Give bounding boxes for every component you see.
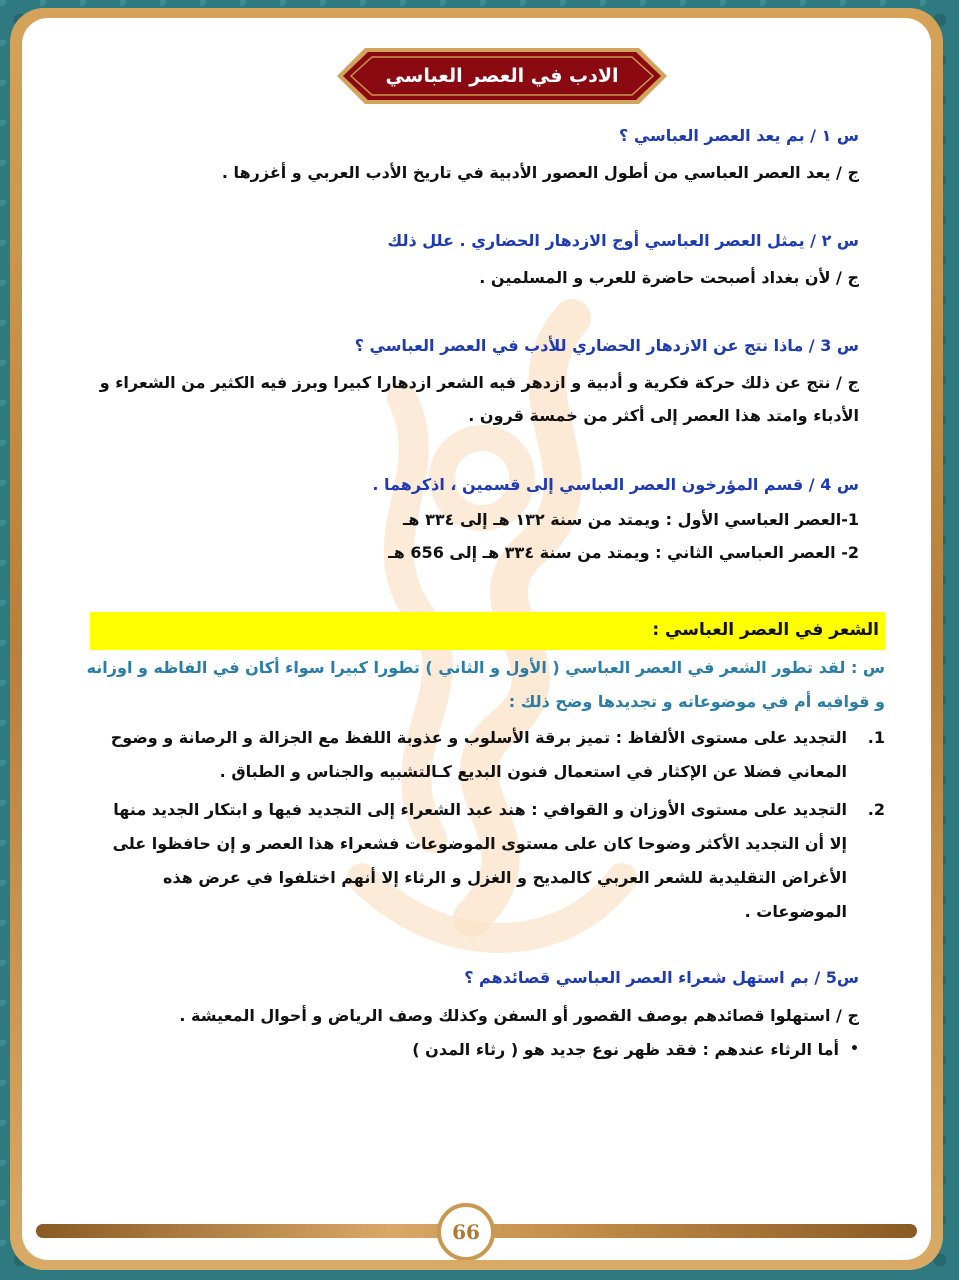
poetry-question-line-1: س : لقد تطور الشعر في العصر العباسي ( الأول و الثاني ) تطورا كبيرا سواء أكان في الفاظه و اوزانه: [86, 658, 885, 677]
question-2: س ٢ / يمثل العصر العباسي أوج الازدهار الحضاري . علل ذلك: [387, 231, 859, 250]
section-heading-highlight: [90, 612, 885, 650]
page-number-badge: [437, 1203, 495, 1260]
answer-2: ج / لأن بغداد أصبحت حاضرة للعرب و المسلمين .: [479, 268, 859, 287]
section-heading: الشعر في العصر العباسي :: [652, 620, 879, 640]
bullet-icon: •: [850, 1041, 859, 1057]
list-item-1-continued: المعاني فضلا عن الإكثار في استعمال فنون البديع كـالتشبيه والجناس و الطباق .: [219, 762, 847, 781]
answer-1: ج / يعد العصر العباسي من أطول العصور الأدبية في تاريخ الأدب العربي و أغزرها .: [221, 163, 859, 182]
bullet-text: أما الرثاء عندهم : فقد ظهر نوع جديد هو ( رثاء المدن ): [412, 1040, 839, 1059]
answer-4-line-2: 2- العصر العباسي الثاني : ويمتد من سنة ٣٣٤ هـ إلى 656 هـ: [388, 543, 859, 562]
list-item-2-line-3: الأغراض التقليدية للشعر العربي كالمديح و الغزل و الرثاء إلا أنهم اختلفوا في عرض هذه: [163, 868, 847, 887]
list-number: 1.: [867, 728, 885, 747]
page: [22, 18, 931, 1260]
list-item-text: التجديد على مستوى الألفاظ : تميز برقة الأسلوب و عذوبة اللفظ مع الجزالة و الرصانة و وضوح: [110, 728, 847, 747]
question-5: س5 / بم استهل شعراء العصر العباسي قصائدهم ؟: [464, 968, 859, 987]
poetry-question-line-2: و قوافيه أم في موضوعاته و تجديدها وضح ذلك :: [508, 692, 885, 711]
answer-3-line-1: ج / نتج عن ذلك حركة فكرية و أدبية و ازدهر فيه الشعر ازدهارا كبيرا وبرز فيه الكثير من الشعراء و: [99, 373, 859, 392]
list-item-2-line-2: إلا أن التجديد الأكثر وضوحا كان على مستوى الموضوعات فشعراء هذا العصر و إن حافظوا على: [112, 834, 847, 853]
question-3: س 3 / ماذا نتج عن الازدهار الحضاري للأدب في العصر العباسي ؟: [354, 336, 859, 355]
list-number: 2.: [867, 800, 885, 819]
answer-4-line-1: 1-العصر العباسي الأول : ويمتد من سنة ١٣٢ هـ إلى ٣٣٤ هـ: [402, 510, 859, 529]
answer-5: ج / استهلوا قصائدهم بوصف القصور أو السفن وكذلك وصف الرياض و أحوال المعيشة .: [179, 1006, 859, 1025]
page-title: الادب في العصر العباسي: [385, 65, 619, 87]
list-item-2-line-4: الموضوعات .: [744, 902, 847, 921]
answer-3-line-2: الأدباء وامتد هذا العصر إلى أكثر من خمسة قرون .: [468, 406, 859, 425]
page-number: 66: [452, 1220, 480, 1244]
question-1: س ١ / بم يعد العصر العباسي ؟: [618, 126, 859, 145]
question-4: س 4 / قسم المؤرخون العصر العباسي إلى قسمين ، اذكرهما .: [372, 475, 859, 494]
list-item-text: التجديد على مستوى الأوزان و القوافي : هند عبد الشعراء إلى التجديد فيها و ابتكار الجديد منها: [113, 800, 847, 819]
